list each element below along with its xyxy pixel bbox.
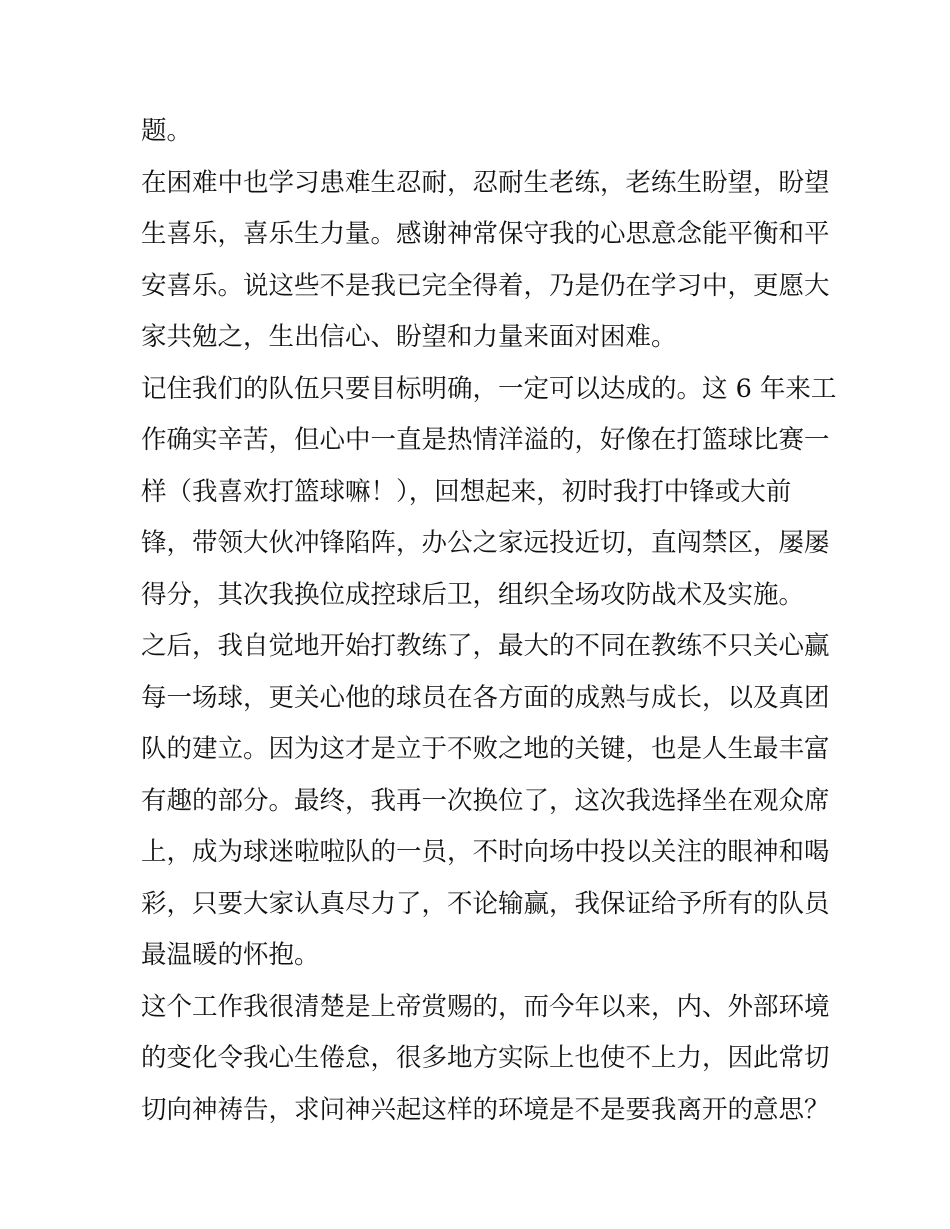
text-line: 作确实辛苦，但心中一直是热情洋溢的，好像在打篮球比赛一	[141, 425, 830, 455]
text-line: 生喜乐，喜乐生力量。感谢神常保守我的心思意念能平衡和平	[141, 219, 830, 249]
text-line: 每一场球，更关心他的球员在各方面的成熟与成长，以及真团	[141, 682, 830, 713]
text-line: 得分，其次我换位成控球后卫，组织全场攻防战术及实施。	[141, 579, 805, 610]
text-line: 上，成为球迷啦啦队的一员，不时向场中投以关注的眼神和喝	[141, 837, 830, 867]
text-line: 家共勉之，生出信心、盼望和力量来面对困难。	[141, 322, 677, 352]
text-line: 题。	[141, 116, 193, 146]
text-line: 记住我们的队伍只要目标明确，一定可以达成的。这 6 年来工	[141, 373, 837, 404]
text-line: 之后，我自觉地开始打教练了，最大的不同在教练不只关心赢	[141, 631, 830, 661]
body-text	[141, 106, 837, 1136]
text-line: 最温暖的怀抱。	[141, 940, 320, 970]
text-line: 队的建立。因为这才是立于不败之地的关键，也是人生最丰富	[141, 734, 830, 764]
text-line: 锋，带领大伙冲锋陷阵，办公之家远投近切，直闯禁区，屡屡	[141, 528, 830, 558]
text-line: 有趣的部分。最终，我再一次换位了，这次我选择坐在观众席	[141, 785, 830, 816]
text-line: 这个工作我很清楚是上帝赏赐的，而今年以来，内、外部环境	[141, 991, 830, 1022]
text-line: 的变化令我心生倦怠，很多地方实际上也使不上力，因此常切	[141, 1043, 830, 1073]
text-line: 切向神祷告，求问神兴起这样的环境是不是要我离开的意思？	[141, 1094, 830, 1125]
text-line: 安喜乐。说这些不是我已完全得着，乃是仍在学习中，更愿大	[141, 270, 830, 301]
text-line: 彩，只要大家认真尽力了，不论输赢，我保证给予所有的队员	[141, 888, 830, 919]
text-line: 在困难中也学习患难生忍耐，忍耐生老练，老练生盼望，盼望	[141, 167, 830, 198]
text-line: 样（我喜欢打篮球嘛！），回想起来，初时我打中锋或大前	[141, 476, 792, 507]
